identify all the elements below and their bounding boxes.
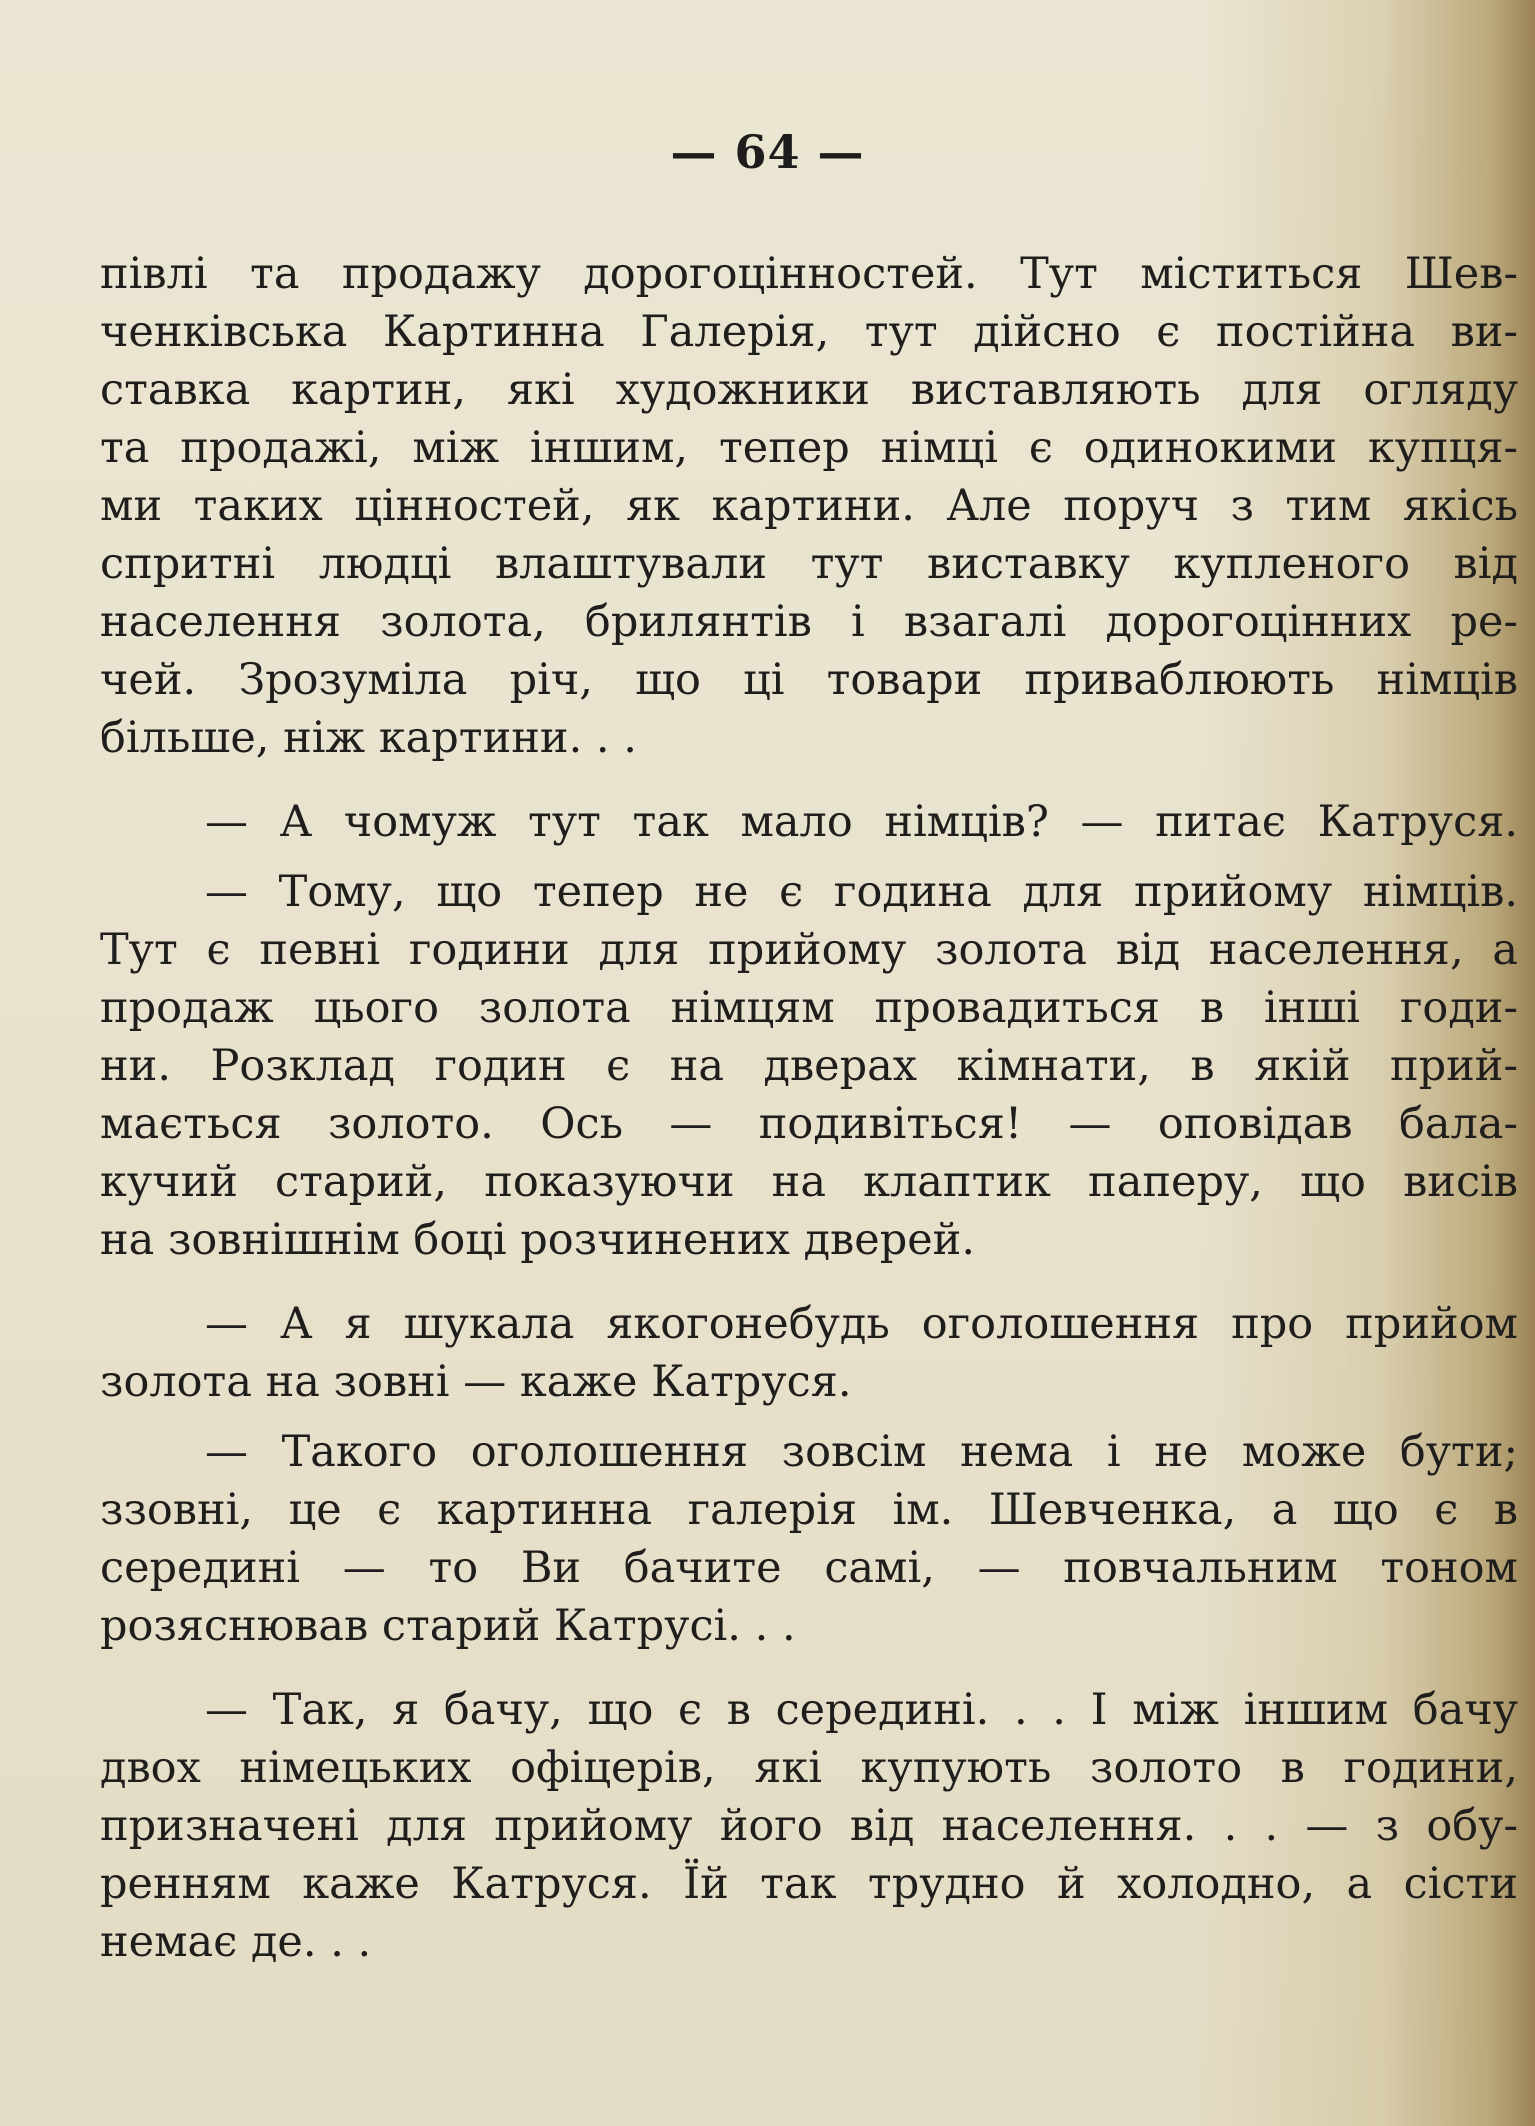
- text-line: спритні людці влаштували тут виставку купленого від: [100, 539, 1518, 589]
- paragraph: [100, 1681, 1518, 1971]
- page-text: [100, 245, 1518, 1971]
- text-line: немає де. . .: [100, 1917, 372, 1967]
- text-line: чей. Зрозуміла річ, що ці товари приваблюють німців: [100, 655, 1518, 705]
- text-line: золота на зовні — каже Катруся.: [100, 1357, 852, 1407]
- text-line: продаж цього золота німцям провадиться в інші годи-: [100, 983, 1518, 1033]
- paragraph: [100, 793, 1518, 851]
- text-line: — Такого оголошення зовсім нема і не може бути;: [205, 1427, 1518, 1477]
- text-line: призначені для прийому його від населення. . . — з обу-: [100, 1801, 1518, 1851]
- text-line: — Так, я бачу, що є в середині. . . І між іншим бачу: [205, 1685, 1518, 1735]
- text-line: — А чомуж тут так мало німців? — питає Катруся.: [205, 797, 1518, 847]
- text-line: розяснював старий Катрусі. . .: [100, 1601, 796, 1651]
- text-line: та продажі, між іншим, тепер німці є одинокими купця-: [100, 423, 1518, 473]
- text-line: більше, ніж картини. . .: [100, 713, 637, 763]
- text-line: ренням каже Катруся. Їй так трудно й холодно, а сісти: [100, 1859, 1518, 1909]
- text-line: на зовнішнім боці розчинених дверей.: [100, 1215, 976, 1265]
- text-line: ззовні, це є картинна галерія ім. Шевченка, а що є в: [100, 1485, 1518, 1535]
- text-line: двох німецьких офіцерів, які купують золото в години,: [100, 1743, 1518, 1793]
- text-line: півлі та продажу дорогоцінностей. Тут міститься Шев-: [100, 249, 1518, 299]
- text-line: ни. Розклад годин є на дверах кімнати, в якій прий-: [100, 1041, 1518, 1091]
- text-line: середині — то Ви бачите самі, — повчальним тоном: [100, 1543, 1518, 1593]
- text-line: мається золото. Ось — подивіться! — оповідав бала-: [100, 1099, 1518, 1149]
- paragraph: [100, 1423, 1518, 1655]
- text-line: ставка картин, які художники виставляють для огляду: [100, 365, 1518, 415]
- text-line: ми таких цінностей, як картини. Але поруч з тим якісь: [100, 481, 1518, 531]
- text-line: кучий старий, показуючи на клаптик паперу, що висів: [100, 1157, 1518, 1207]
- paragraph: [100, 245, 1518, 767]
- text-line: — Тому, що тепер не є година для прийому німців.: [205, 867, 1518, 917]
- text-line: Тут є певні години для прийому золота від населення, а: [100, 925, 1518, 975]
- text-line: населення золота, брилянтів і взагалі дорогоцінних ре-: [100, 597, 1518, 647]
- paragraph: [100, 863, 1518, 1269]
- text-line: ченківська Картинна Галерія, тут дійсно є постійна ви-: [100, 307, 1518, 357]
- page-number: — 64 —: [670, 125, 865, 179]
- text-line: — А я шукала якогонебудь оголошення про прийом: [205, 1299, 1518, 1349]
- paragraph: [100, 1295, 1518, 1411]
